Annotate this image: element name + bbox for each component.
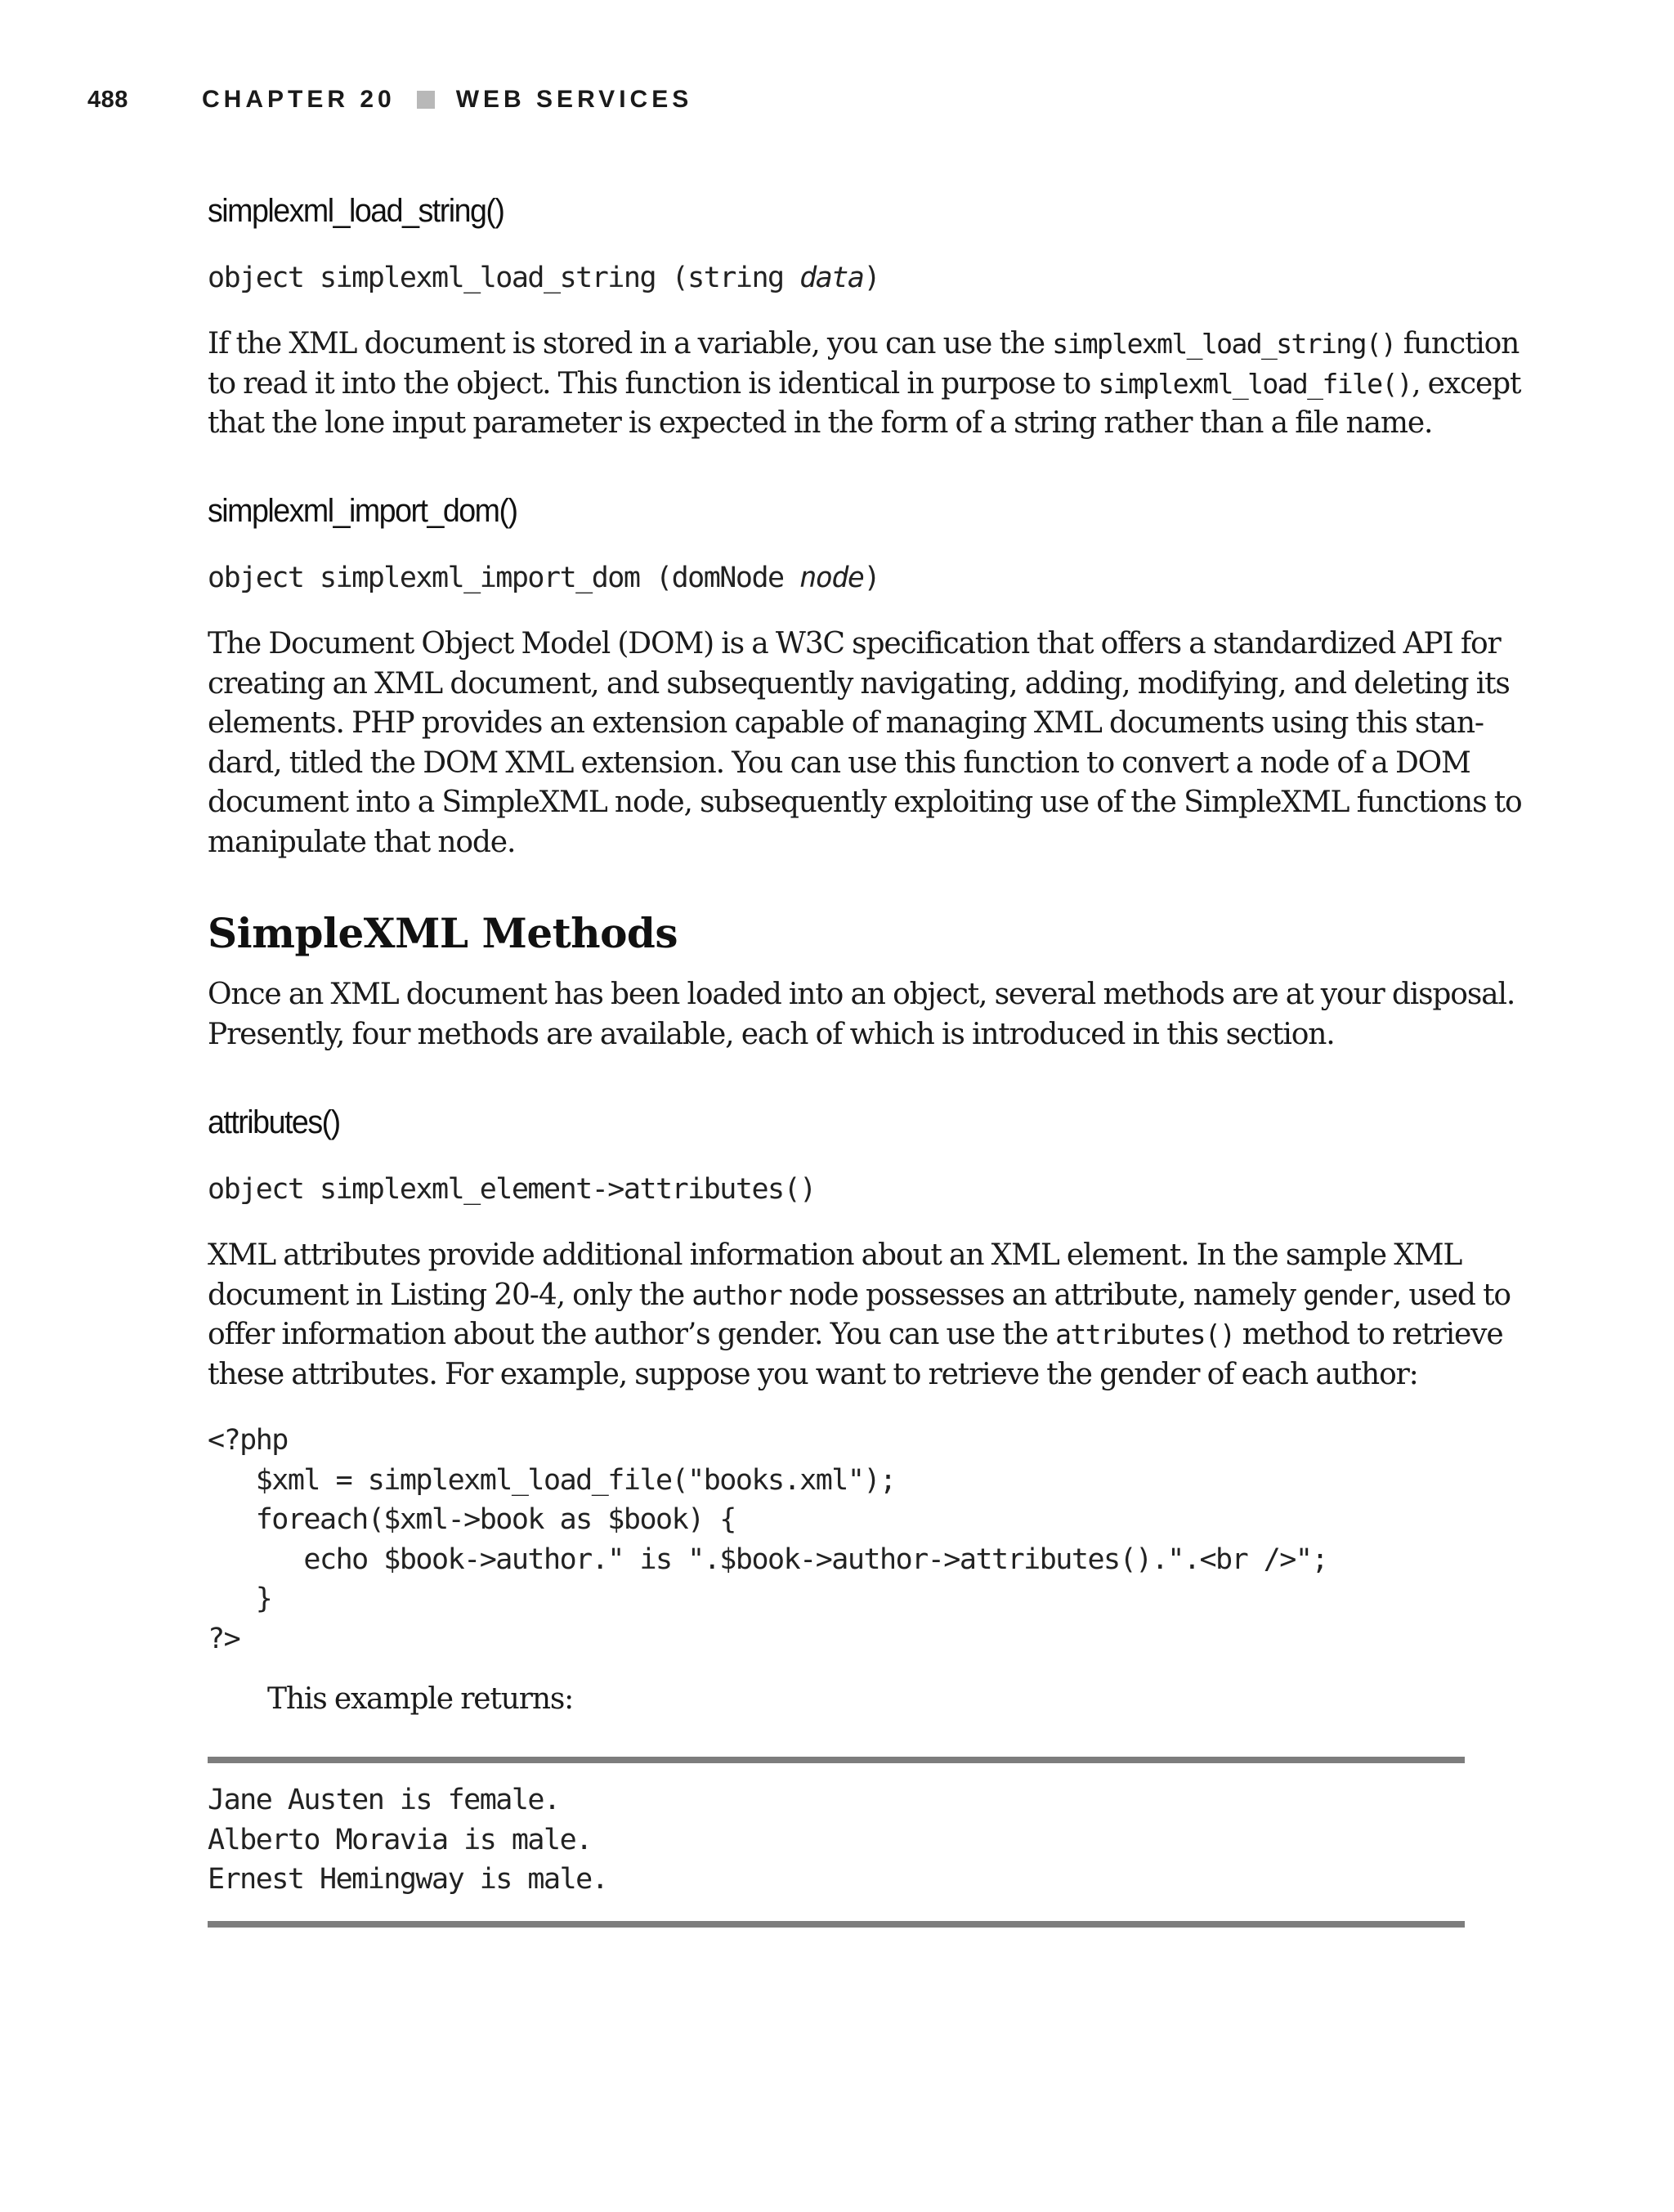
text-line: to read it into the object. This function is identical in purpose to simplexml_load_file(), except — [208, 366, 1521, 401]
output-line: Jane Austen is female. — [208, 1784, 560, 1816]
output-line: Ernest Hemingway is male. — [208, 1863, 608, 1896]
heading-simplexml-load-string: simplexml_load_string() — [208, 193, 504, 229]
code-line: foreach($xml->book as $book) { — [208, 1503, 736, 1536]
text-line: document into a SimpleXML node, subsequently exploiting use of the SimpleXML functions to — [208, 786, 1522, 819]
text-line: manipulate that node. — [208, 825, 516, 859]
text-line: offer information about the author’s gender. You can use the attributes() method to retrieve — [208, 1318, 1503, 1351]
output-top-rule — [208, 1757, 1465, 1763]
heading-simplexml-methods: SimpleXML Methods — [208, 909, 678, 957]
code-line: } — [208, 1583, 272, 1615]
signature-text: object simplexml_import_dom (domNode — [208, 562, 800, 594]
inline-code: simplexml_load_string() — [1052, 328, 1396, 360]
paragraph-methods-intro — [208, 975, 1515, 1055]
header-separator-square — [417, 91, 435, 109]
signature-simplexml-import-dom — [208, 562, 880, 594]
text-line: The Document Object Model (DOM) is a W3C specification that offers a standardized API for — [208, 627, 1501, 660]
signature-close: ) — [863, 562, 880, 594]
signature-param: data — [799, 262, 864, 294]
text-line: Once an XML document has been loaded into an object, several methods are at your disposal. — [208, 978, 1515, 1011]
paragraph-example-returns — [267, 1680, 1526, 1720]
paragraph-import-dom — [208, 625, 1522, 862]
inline-code: gender — [1303, 1278, 1393, 1311]
output-line: Alberto Moravia is male. — [208, 1823, 592, 1856]
signature-attributes: object simplexml_element->attributes() — [208, 1173, 816, 1206]
text-line: elements. PHP provides an extension capable of managing XML documents using this stan- — [208, 706, 1484, 740]
signature-simplexml-load-string — [208, 262, 880, 294]
code-line: <?php — [208, 1424, 288, 1457]
inline-code: simplexml_load_file() — [1098, 367, 1412, 400]
text-line: these attributes. For example, suppose you want to retrieve the gender of each author: — [208, 1357, 1418, 1391]
text-line: creating an XML document, and subsequently navigating, adding, modifying, and deleting its — [208, 666, 1510, 701]
output-bottom-rule — [208, 1921, 1465, 1928]
text-line: that the lone input parameter is expected in the form of a string rather than a file name. — [208, 406, 1433, 440]
running-header — [87, 82, 692, 118]
inline-code: attributes() — [1055, 1319, 1235, 1350]
section-label: WEB SERVICES — [455, 86, 693, 113]
paragraph-attributes — [208, 1236, 1511, 1395]
heading-attributes: attributes() — [208, 1104, 340, 1140]
chapter-label: CHAPTER 20 — [202, 86, 396, 113]
text-line: document in Listing 20-4, only the author node possesses an attribute, namely gender, used to — [208, 1278, 1511, 1312]
page-number: 488 — [87, 86, 128, 113]
code-line: $xml = simplexml_load_file("books.xml"); — [208, 1463, 896, 1497]
paragraph-load-string — [208, 325, 1521, 444]
inline-code: author — [692, 1278, 781, 1311]
text-line: If the XML document is stored in a variable, you can use the simplexml_load_string() function — [208, 327, 1520, 360]
code-line: ?> — [208, 1622, 240, 1655]
text-line: This example returns: — [267, 1682, 574, 1716]
text-line: XML attributes provide additional information about an XML element. In the sample XML — [208, 1238, 1462, 1272]
output-listing — [208, 1780, 607, 1900]
heading-simplexml-import-dom: simplexml_import_dom() — [208, 493, 517, 529]
signature-text: object simplexml_load_string (string — [208, 262, 800, 294]
code-line: echo $book->author." is ".$book->author->attributes().".<br />"; — [208, 1543, 1328, 1576]
code-listing — [208, 1421, 1327, 1659]
text-line: dard, titled the DOM XML extension. You can use this function to convert a node of a DOM — [208, 746, 1470, 780]
signature-close: ) — [863, 262, 880, 294]
signature-param: node — [799, 562, 864, 594]
text-line: Presently, four methods are available, each of which is introduced in this section. — [208, 1017, 1335, 1051]
